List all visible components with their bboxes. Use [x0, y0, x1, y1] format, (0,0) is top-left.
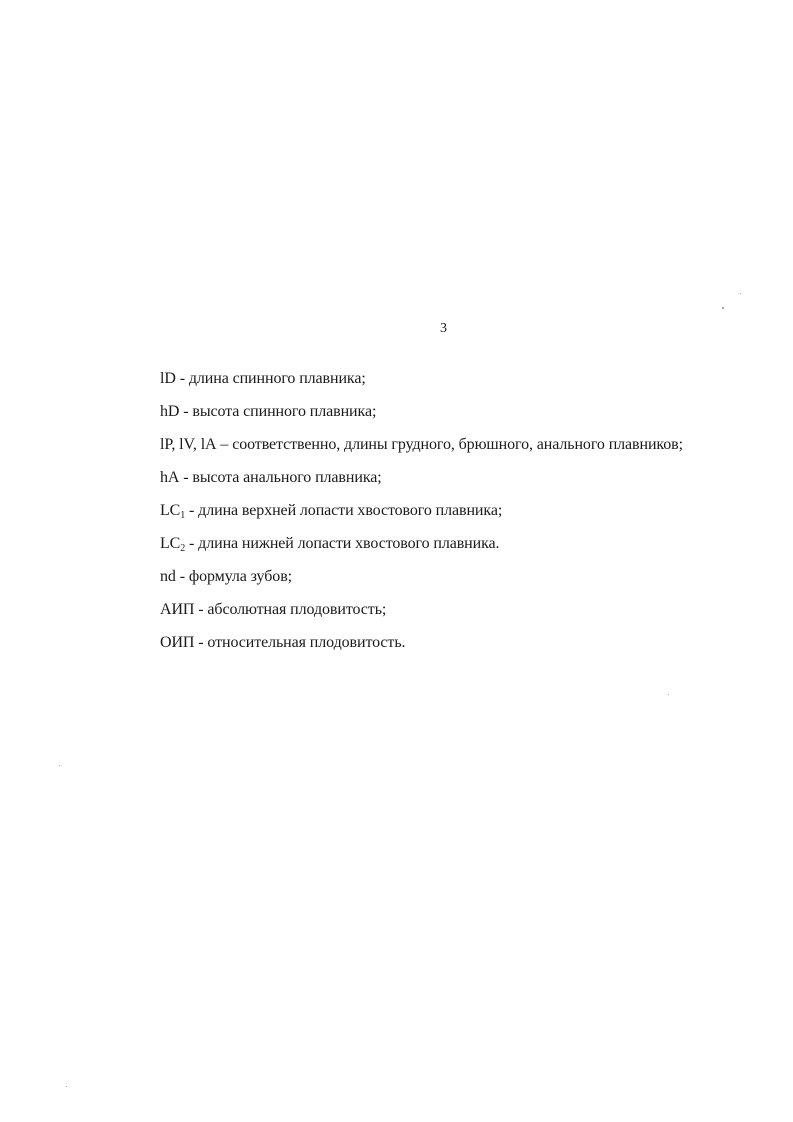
list-item — [160, 469, 382, 487]
abbreviation: АИП — [160, 601, 195, 618]
scan-speck — [668, 694, 669, 695]
definition: - относительная плодовитость. — [194, 634, 406, 651]
definition: - абсолютная плодовитость; — [194, 601, 387, 618]
list-item — [160, 601, 386, 619]
abbreviation: nd — [160, 568, 176, 585]
definition: - длина спинного плавника; — [175, 370, 366, 387]
list-item — [160, 634, 405, 652]
definition: – соответственно, длины грудного, брюшного, анального плавников; — [216, 436, 683, 453]
abbreviation: LC — [160, 535, 181, 552]
list-item — [160, 403, 376, 421]
subscript: 1 — [180, 510, 186, 521]
subscript: 2 — [180, 543, 186, 554]
page-number: 3 — [440, 321, 447, 336]
abbreviation: LC — [160, 502, 181, 519]
list-item — [160, 370, 366, 388]
scan-speck — [722, 307, 724, 309]
definition: - высота анального плавника; — [179, 469, 382, 486]
definition: - длина нижней лопасти хвостового плавника. — [185, 535, 500, 552]
abbreviation: lD — [160, 370, 176, 387]
scan-speck — [59, 765, 60, 766]
definition: - формула зубов; — [175, 568, 292, 585]
abbreviation: ОИП — [160, 634, 195, 651]
abbreviation: hD — [160, 403, 180, 420]
abbreviation: hA — [160, 469, 180, 486]
scan-speck — [66, 1086, 67, 1087]
list-item — [160, 502, 502, 520]
definition: - длина верхней лопасти хвостового плавника; — [185, 502, 503, 519]
definition: - высота спинного плавника; — [179, 403, 377, 420]
abbreviation: lP, lV, lA — [160, 436, 217, 453]
list-item — [160, 436, 683, 454]
scan-speck — [740, 293, 741, 294]
list-item — [160, 535, 499, 553]
list-item — [160, 568, 292, 586]
